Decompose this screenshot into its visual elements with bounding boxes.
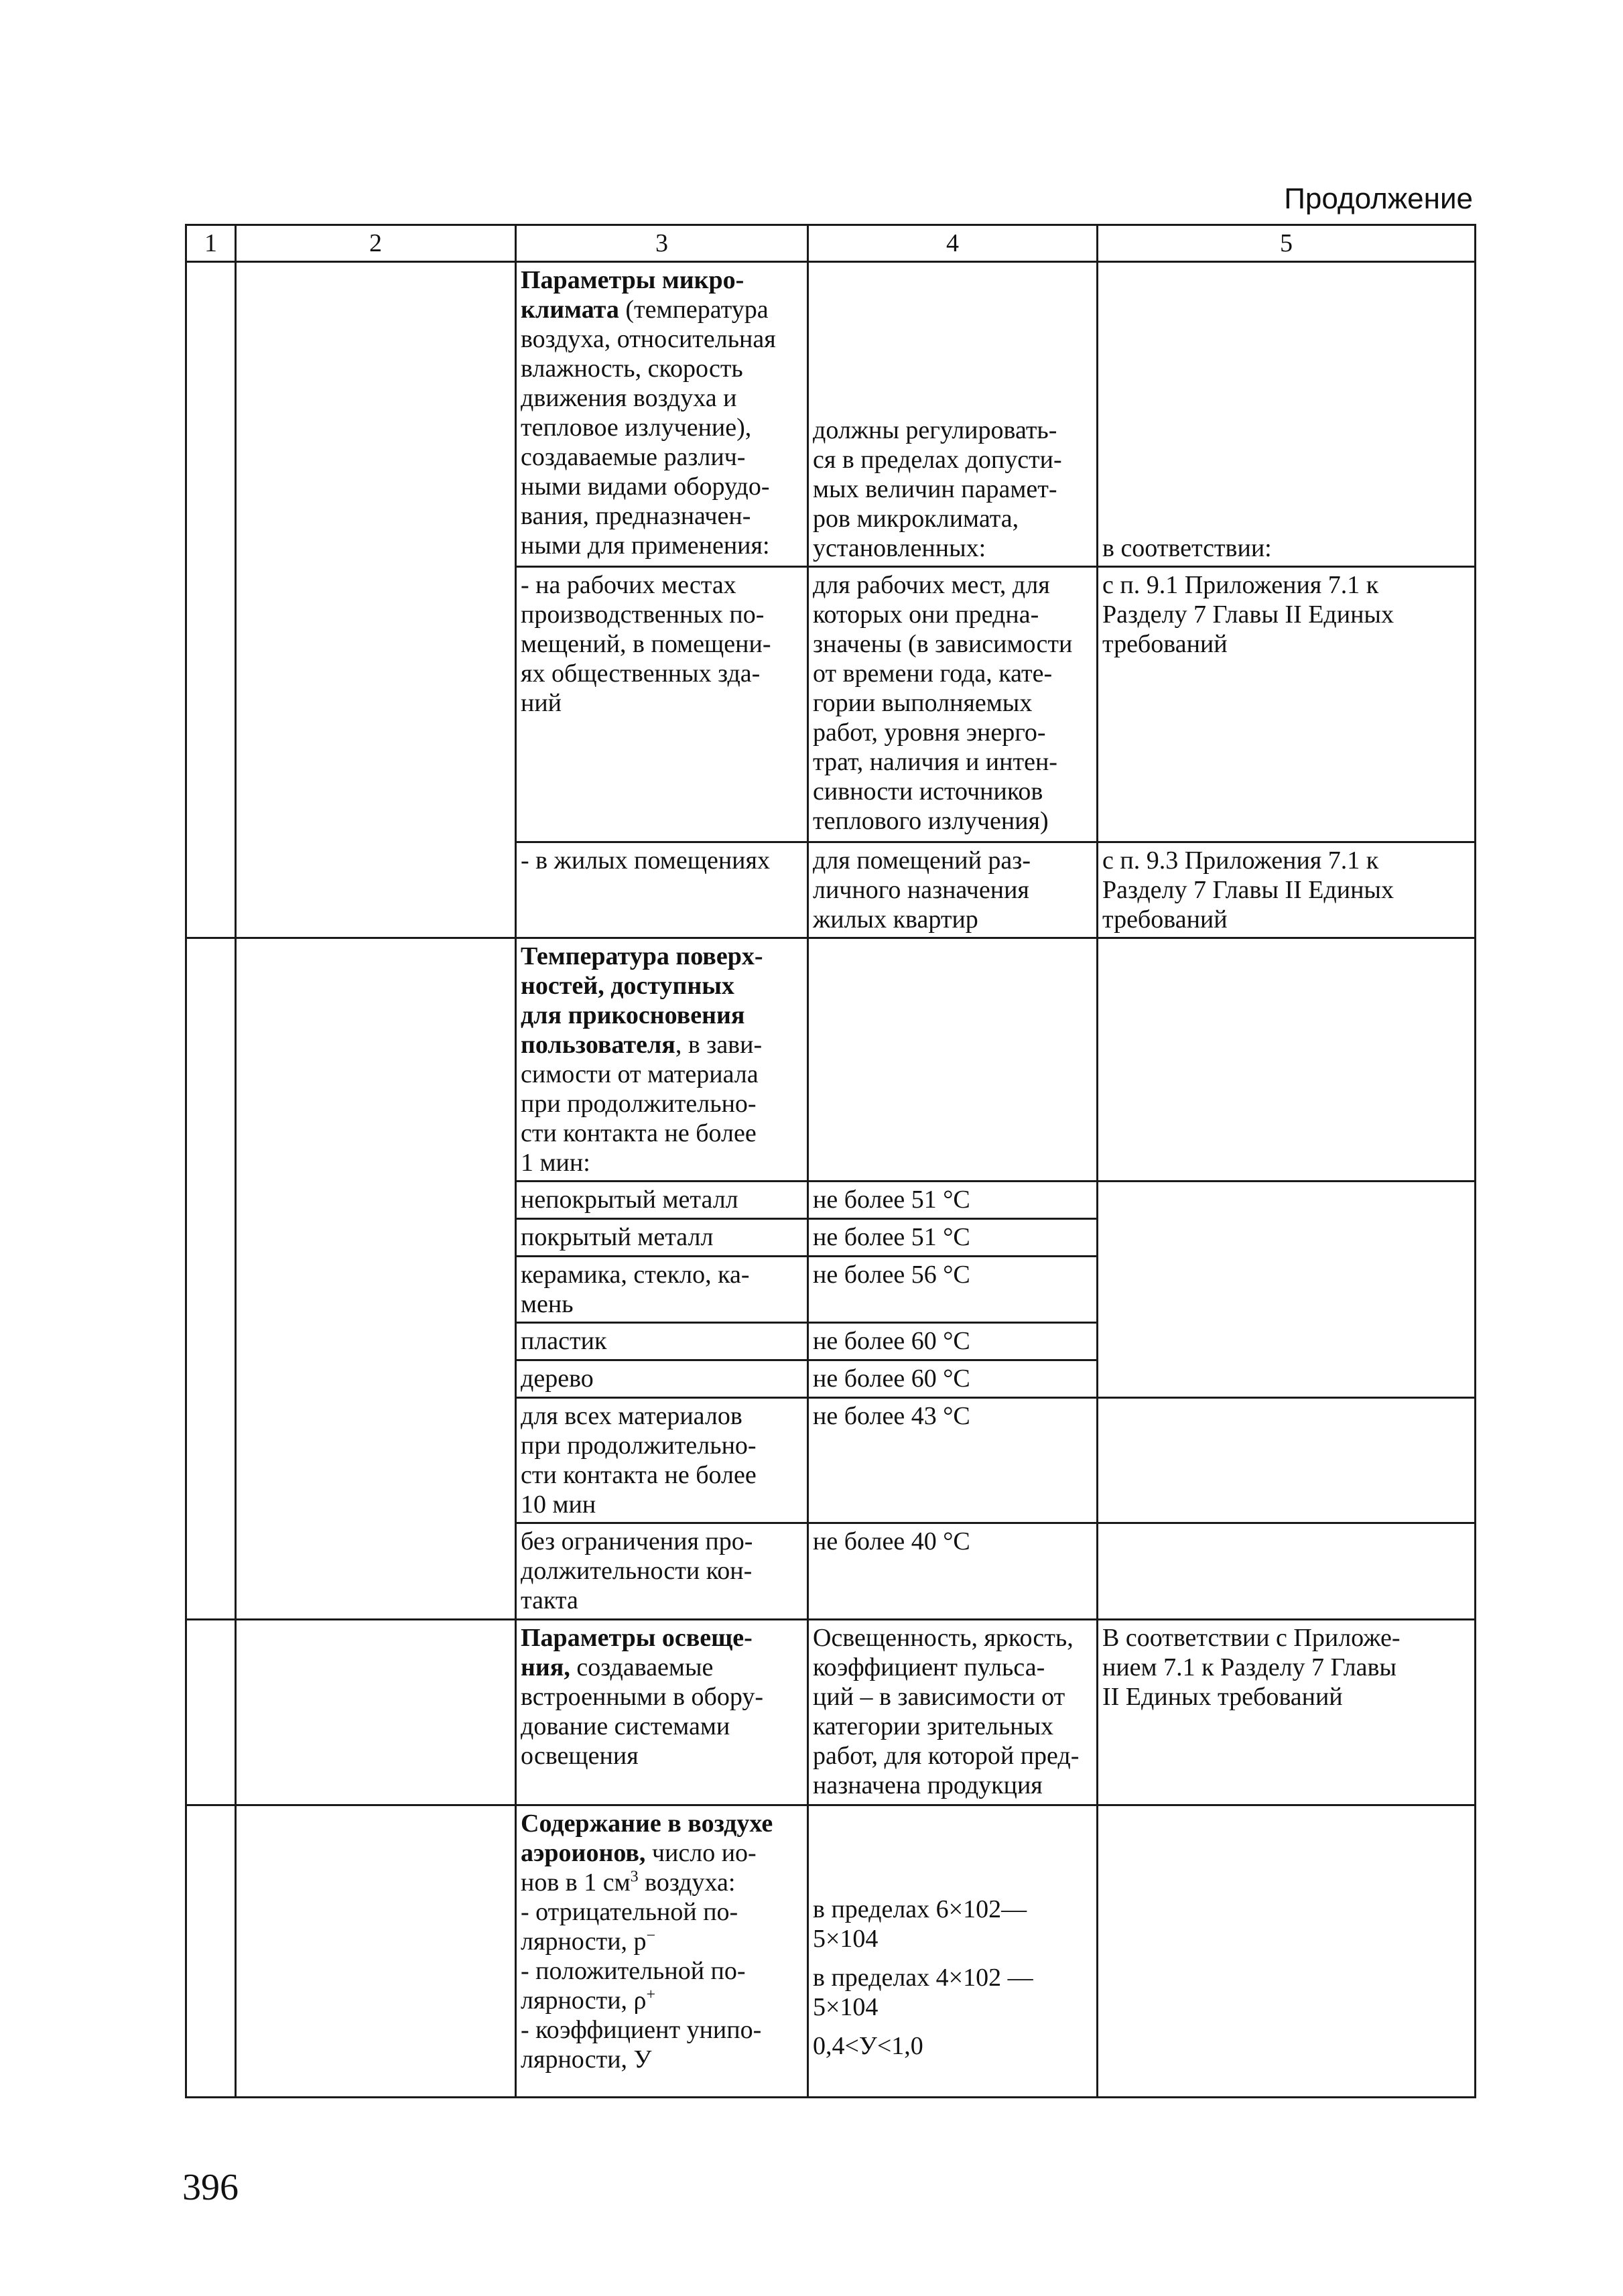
temperature-limit: не более 51 °С: [808, 1219, 1098, 1257]
col2-aeroions: [236, 1805, 516, 2098]
aeroions-col4: [808, 1805, 1098, 2098]
surface-temp-header-row: [186, 938, 1476, 1182]
aeroions-description: [516, 1805, 808, 2098]
temperature-limit: не более 60 °С: [808, 1323, 1098, 1360]
lighting-description: [516, 1620, 808, 1805]
surface-temp-col4-empty: [808, 938, 1098, 1182]
page-number: 396: [182, 2167, 239, 2208]
cube-superscript: 3: [630, 1868, 639, 1886]
negative-polarity-label: - отрицательной по- лярности, р: [521, 1898, 738, 1956]
surface-temp-text: , в зави- симости от материала при продолжительно- сти контакта не более 1 мин:: [521, 1031, 763, 1177]
material-label: без ограничения про- должительности кон- такта: [516, 1523, 808, 1620]
positive-sign: +: [646, 1986, 656, 2004]
requirements-table: [185, 224, 1476, 2098]
surface-col5-empty-2: [1098, 1523, 1476, 1620]
col2-surface-temp: [236, 938, 516, 1620]
negative-sign: −: [646, 1927, 656, 1945]
col2-microclimate: [236, 262, 516, 938]
microclimate-col4: должны регулировать- ся в пределах допусти- мых величин парамет- ров микроклимата, установленных:: [808, 262, 1098, 567]
surface-col5-group-a: [1098, 1182, 1476, 1398]
lighting-col4-text: Освещенность, яркость, коэффициент пульса- ций – в зависимости от категории зрительных работ, для которой пред- назначена продукция: [813, 1624, 1080, 1799]
material-label: непокрытый металл: [516, 1182, 808, 1219]
col1-microclimate: [186, 262, 236, 938]
microclimate-description: [516, 262, 808, 567]
aeroions-title: Содержание в воздухе аэроионов,: [521, 1809, 773, 1867]
living-rooms-condition: для помещений раз- личного назначения жилых квартир: [808, 842, 1098, 938]
temperature-limit: не более 51 °С: [808, 1182, 1098, 1219]
material-label: покрытый металл: [516, 1219, 808, 1257]
lighting-title: Параметры освеще- ния,: [521, 1624, 753, 1681]
surface-temp-title: Температура поверх- ностей, доступных для прикосновения пользователя: [521, 942, 763, 1059]
col2-lighting: [236, 1620, 516, 1805]
lighting-col4: [808, 1620, 1098, 1805]
col1-lighting: [186, 1620, 236, 1805]
material-label: для всех материалов при продолжительно- сти контакта не более 10 мин: [516, 1398, 808, 1523]
work-places-condition: для рабочих мест, для которых они предна- значены (в зависимости от времени года, кате- гории выполняемых работ, уровня энерго- трат, наличия и интен- сивности источников теплового излучения): [808, 567, 1098, 842]
continuation-label: Продолжение: [1284, 182, 1473, 215]
material-label: дерево: [516, 1360, 808, 1398]
microclimate-col5: в соответствии:: [1098, 262, 1476, 567]
column-number-row: [186, 225, 1476, 262]
column-header-5: 5: [1098, 225, 1476, 262]
column-header-1: 1: [186, 225, 236, 262]
temperature-limit: не более 40 °С: [808, 1523, 1098, 1620]
positive-polarity-label: - положительной по- лярности, ρ: [521, 1957, 746, 2015]
work-places-label: - на рабочих местах производственных по- мещений, в помещени- ях общественных зда- ний: [516, 567, 808, 842]
microclimate-title: Параметры микро- климата: [521, 266, 744, 324]
unipolarity-range: 0,4<У<1,0: [813, 2032, 923, 2060]
living-rooms-reference: с п. 9.3 Приложения 7.1 к Разделу 7 Главы II Единых требований: [1098, 842, 1476, 938]
material-label: пластик: [516, 1323, 808, 1360]
aeroions-col5: [1098, 1805, 1476, 2098]
surface-col5-empty: [1098, 1398, 1476, 1523]
aeroions-text-a: число ио- нов в 1 см: [521, 1839, 757, 1897]
lighting-col5: В соответствии с Приложе- нием 7.1 к Разделу 7 Главы II Единых требований: [1098, 1620, 1476, 1805]
microclimate-text: (температура воздуха, относительная влажность, скорость движения воздуха и тепловое излучение), создаваемые различ- ными видами оборудо- вания, предназначен- ными для применения:: [521, 296, 776, 560]
material-label: керамика, стекло, ка- мень: [516, 1257, 808, 1323]
surface-temp-col5-empty: [1098, 938, 1476, 1182]
column-header-3: 3: [516, 225, 808, 262]
negative-polarity-range: в пределах 6×102— 5×104: [813, 1895, 1027, 1953]
unipolarity-label: - коэффициент унипо- лярности, У: [521, 2016, 762, 2074]
aeroions-row: [186, 1805, 1476, 2098]
work-places-reference: с п. 9.1 Приложения 7.1 к Разделу 7 Главы II Единых требований: [1098, 567, 1476, 842]
column-header-2: 2: [236, 225, 516, 262]
col1-aeroions: [186, 1805, 236, 2098]
aeroions-text-b: воздуха:: [638, 1868, 736, 1897]
microclimate-header-row: [186, 262, 1476, 567]
positive-polarity-range: в пределах 4×102 — 5×104: [813, 1964, 1033, 2021]
living-rooms-label: - в жилых помещениях: [516, 842, 808, 938]
lighting-row: [186, 1620, 1476, 1805]
temperature-limit: не более 60 °С: [808, 1360, 1098, 1398]
lighting-text: создаваемые встроенными в обору- дование системами освещения: [521, 1653, 764, 1770]
col1-surface-temp: [186, 938, 236, 1620]
column-header-4: 4: [808, 225, 1098, 262]
temperature-limit: не более 56 °С: [808, 1257, 1098, 1323]
temperature-limit: не более 43 °С: [808, 1398, 1098, 1523]
surface-temp-description: [516, 938, 808, 1182]
